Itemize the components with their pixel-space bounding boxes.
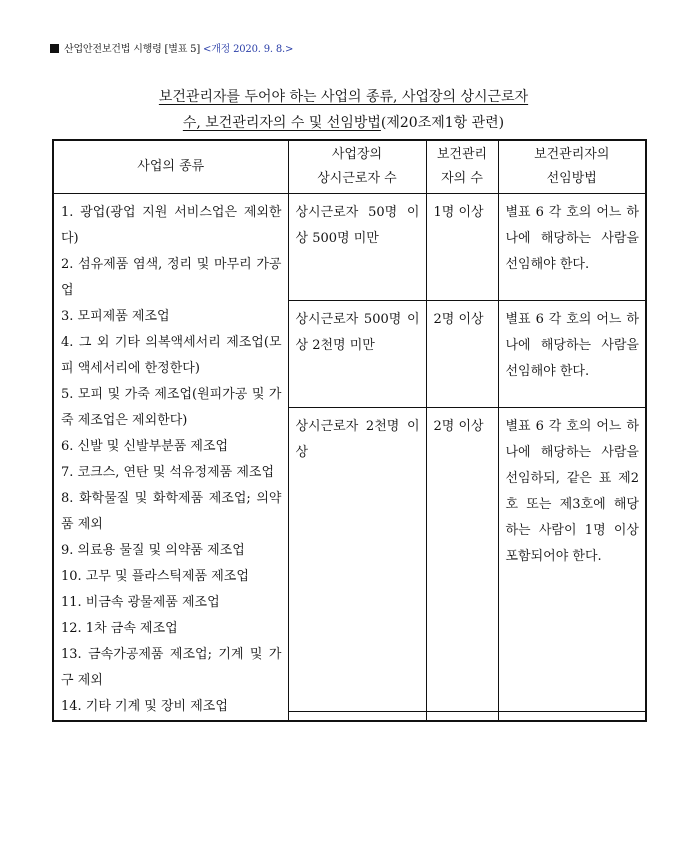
- tier1-workers: 상시근로자 50명 이상 500명 미만: [288, 194, 426, 301]
- tier3-workers: 상시근로자 2천명 이상: [288, 408, 426, 712]
- industry-item: 6. 신발 및 신발부분품 제조업: [61, 439, 229, 454]
- tier3-method: 별표 6 각 호의 어느 하나에 해당하는 사람을 선임하되, 같은 표 제2호 또는 제3호에 해당하는 사람이 1명 이상 포함되어야 한다.: [498, 408, 646, 712]
- header-manager-count: 보건관리 자의 수: [426, 140, 498, 194]
- document-title-line1: 보건관리자를 두어야 하는 사업의 종류, 사업장의 상시근로자: [158, 89, 529, 105]
- table-header-row: [53, 140, 646, 194]
- industry-item: 2. 섬유제품 염색, 정리 및 마무리 가공업: [61, 257, 282, 298]
- industry-item: 14. 기타 기계 및 장비 제조업: [61, 699, 228, 714]
- industry-item: 1. 광업(광업 지원 서비스업은 제외한다): [61, 205, 282, 246]
- industry-item: 13. 금속가공제품 제조업; 기계 및 가구 제외: [61, 647, 282, 688]
- header-worker-count: 사업장의 상시근로자 수: [288, 140, 426, 194]
- industry-item: 9. 의료용 물질 및 의약품 제조업: [61, 543, 245, 558]
- industry-item: 4. 그 외 기타 의복액세서리 제조업(모피 액세서리에 한정한다): [61, 335, 282, 376]
- industry-item: 7. 코크스, 연탄 및 석유정제품 제조업: [61, 465, 275, 480]
- industry-item: 10. 고무 및 플라스틱제품 제조업: [61, 569, 249, 584]
- square-bullet-icon: [50, 44, 59, 53]
- table-row: [53, 194, 646, 301]
- title-article-ref: (제20조제1항 관련): [380, 115, 505, 131]
- tier2-count: 2명 이상: [426, 301, 498, 408]
- law-reference: 산업안전보건법 시행령 [별표 5]: [64, 44, 201, 55]
- industry-item: 5. 모피 및 가죽 제조업(원피가공 및 가죽 제조업은 제외한다): [61, 387, 282, 428]
- tier2-workers: 상시근로자 500명 이상 2천명 미만: [288, 301, 426, 408]
- tier1-method: 별표 6 각 호의 어느 하나에 해당하는 사람을 선임해야 한다.: [498, 194, 646, 301]
- header-appointment-method: 보건관리자의 선임방법: [498, 140, 646, 194]
- industry-item: 3. 모피제품 제조업: [61, 309, 170, 324]
- law-reference-line: [50, 40, 293, 55]
- industry-list-cell: [53, 194, 288, 722]
- industry-item: 12. 1차 금속 제조업: [61, 621, 178, 636]
- tier2-method: 별표 6 각 호의 어느 하나에 해당하는 사람을 선임해야 한다.: [498, 301, 646, 408]
- industry-item: 8. 화학물질 및 화학제품 제조업; 의약품 제외: [61, 491, 282, 532]
- industry-item: 11. 비금속 광물제품 제조업: [61, 595, 220, 610]
- health-manager-table: [52, 139, 647, 722]
- amendment-date: <개정 2020. 9. 8.>: [203, 44, 294, 55]
- tier3-count: 2명 이상: [426, 408, 498, 712]
- document-title-line2: [0, 112, 687, 132]
- header-industry-type: 사업의 종류: [53, 140, 288, 194]
- title-underlined-part: 수, 보건관리자의 수 및 선임방법: [182, 115, 381, 131]
- tier1-count: 1명 이상: [426, 194, 498, 301]
